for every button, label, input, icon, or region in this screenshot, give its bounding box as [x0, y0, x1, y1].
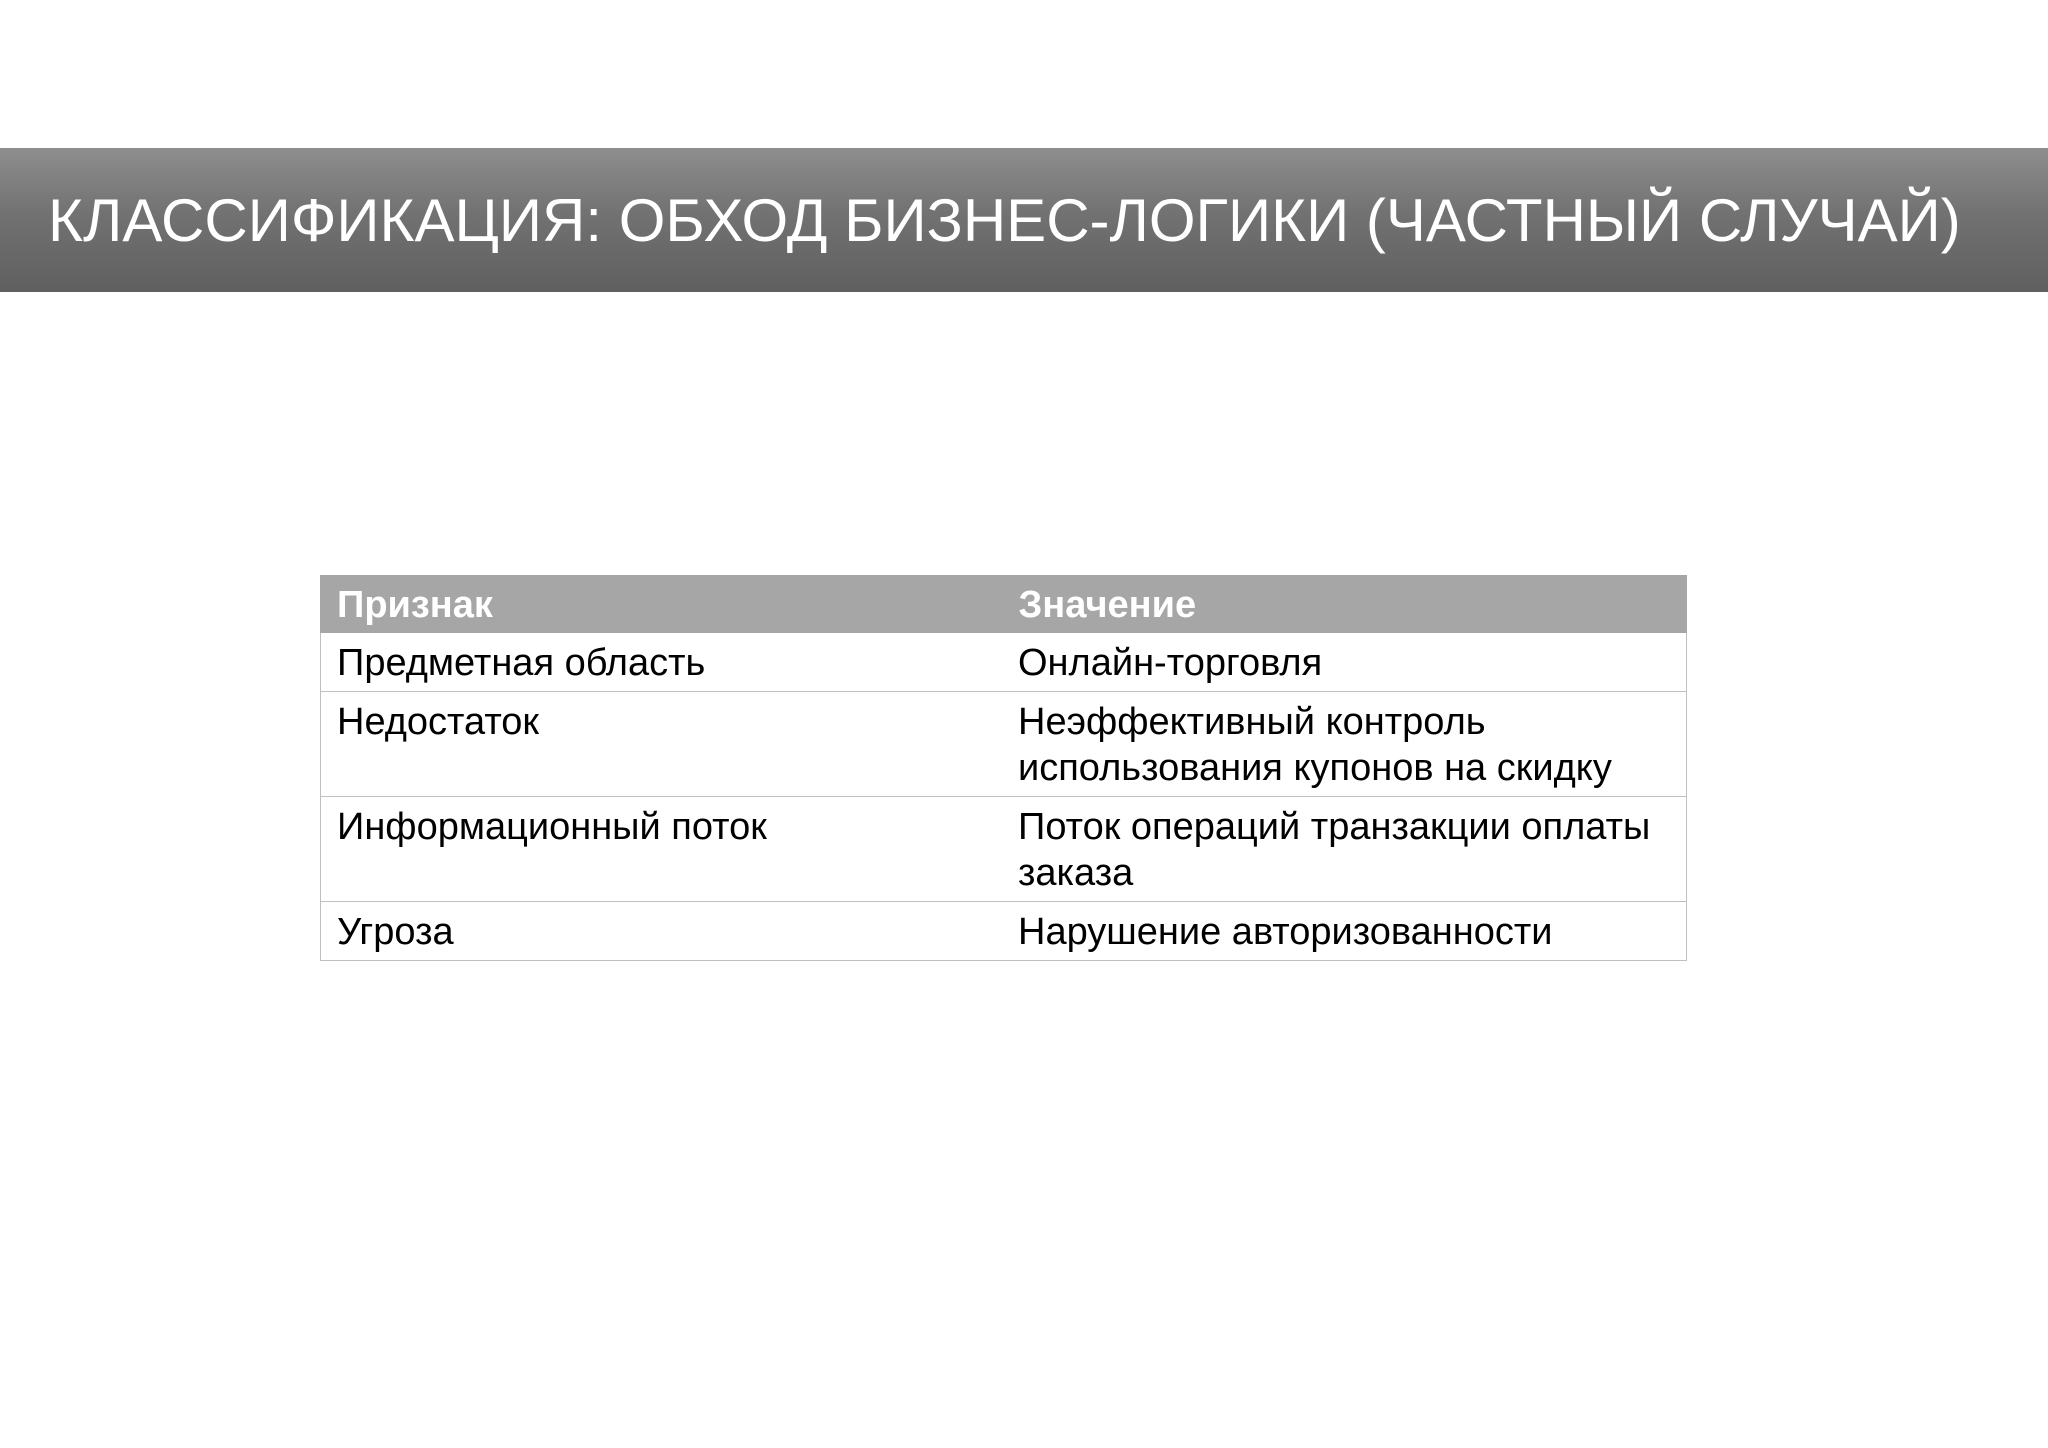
row-attribute: Угроза [321, 902, 1003, 961]
title-bar [0, 148, 2048, 292]
table-row [321, 633, 1687, 692]
row-value: Нарушение авторизованности [1002, 902, 1687, 961]
row-attribute: Недостаток [321, 692, 1003, 797]
row-value: Поток операций транзакции оплаты заказа [1002, 797, 1687, 902]
row-value: Неэффективный контроль использования купонов на скидку [1002, 692, 1687, 797]
table-row [321, 902, 1687, 961]
slide-title: КЛАССИФИКАЦИЯ: ОБХОД БИЗНЕС-ЛОГИКИ (ЧАСТНЫЙ СЛУЧАЙ) [48, 186, 1961, 254]
header-value: Значение [1002, 575, 1687, 633]
table-row [321, 692, 1687, 797]
row-value: Онлайн-торговля [1002, 633, 1687, 692]
row-attribute: Информационный поток [321, 797, 1003, 902]
header-attribute: Признак [321, 575, 1003, 633]
classification-table [320, 575, 1687, 961]
table-row [321, 797, 1687, 902]
table-header-row [321, 575, 1687, 633]
row-attribute: Предметная область [321, 633, 1003, 692]
